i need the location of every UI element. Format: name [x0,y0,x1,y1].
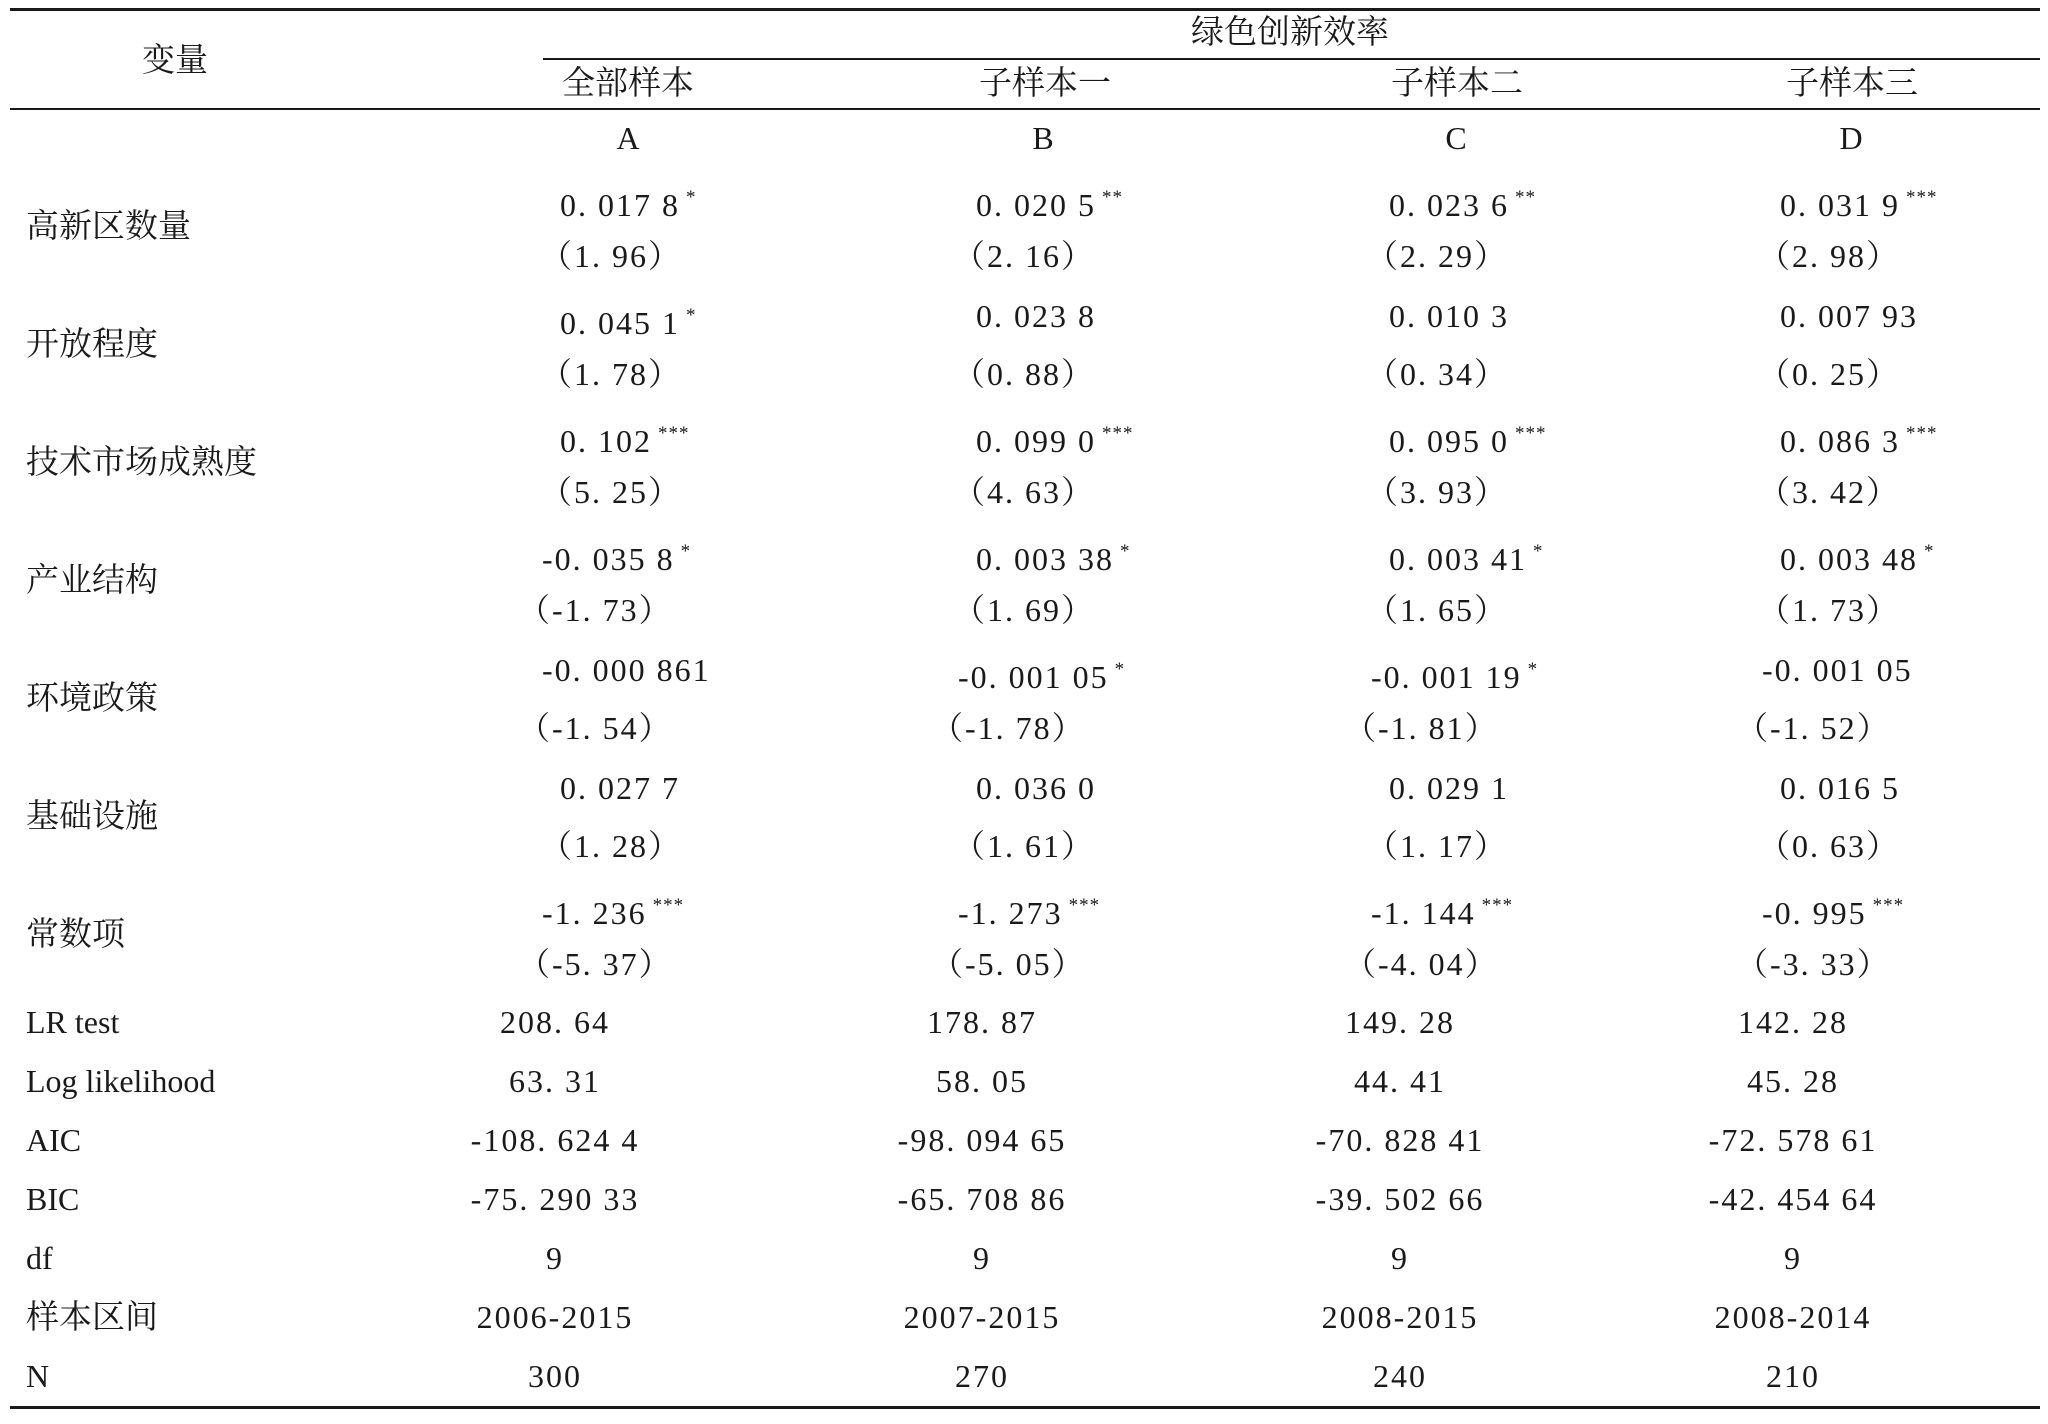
stat-label: N [26,1358,50,1394]
t-statistic: （-1. 73） [518,592,673,628]
coefficient-number: 0. 020 5 [976,187,1096,223]
t-statistic: （1. 61） [953,828,1096,864]
t-statistic: （0. 63） [1758,828,1901,864]
coefficient-number: 0. 095 0 [1389,423,1509,459]
stat-value: -98. 094 65 [897,1122,1067,1158]
coefficient-number: 0. 010 3 [1389,298,1509,334]
coefficient-value [542,650,711,690]
stat-value: 63. 31 [509,1063,601,1099]
stat-value: -39. 502 66 [1315,1181,1485,1217]
coefficient-value [1371,650,1538,697]
variable-label: 开放程度 [26,324,158,363]
bottom-rule [10,1406,2040,1409]
coefficient-number: 0. 023 8 [976,298,1096,334]
coefficient-value [976,296,1096,336]
coefficient-value [976,178,1123,225]
coefficient-number: -0. 035 8 [542,541,675,577]
stat-value: 2006-2015 [476,1299,634,1335]
coefficient-value [1780,296,1918,336]
t-statistic: （2. 29） [1366,238,1509,274]
stat-value: -72. 578 61 [1708,1122,1878,1158]
coefficient-number: -0. 000 861 [542,652,711,688]
stat-value: 2007-2015 [903,1299,1061,1335]
coefficient-number: 0. 045 1 [560,305,680,341]
t-statistic: （0. 34） [1366,356,1509,392]
coefficient-value [1371,886,1513,933]
variable-label: 基础设施 [26,796,158,835]
t-statistic: （0. 88） [953,356,1096,392]
coefficient-number: 0. 016 5 [1780,770,1900,806]
t-statistic: （5. 25） [540,474,683,510]
stat-value: -108. 624 4 [470,1122,640,1158]
stat-label: 样本区间 [26,1297,158,1336]
variable-label: 环境政策 [26,678,158,717]
column-letter-a: A [616,120,640,156]
coefficient-value [1762,886,1904,933]
t-statistic: （1. 17） [1366,828,1509,864]
t-statistic: （-1. 81） [1344,710,1499,746]
t-statistic: （1. 73） [1758,592,1901,628]
coefficient-number: -1. 144 [1371,895,1476,931]
group-title: 绿色创新效率 [1191,12,1389,51]
stat-value: 9 [973,1240,991,1276]
stat-value: 9 [546,1240,564,1276]
coefficient-number: 0. 007 93 [1780,298,1918,334]
stat-value: -42. 454 64 [1708,1181,1878,1217]
stat-value: 9 [1391,1240,1409,1276]
significance-marker: * [1114,659,1126,680]
stat-value: 208. 64 [500,1004,610,1040]
column-header-sub2: 子样本二 [1391,63,1523,102]
stat-value: 45. 28 [1747,1063,1839,1099]
significance-marker: *** [1906,423,1938,444]
t-statistic: （1. 65） [1366,592,1509,628]
t-statistic: （-1. 54） [518,710,673,746]
header-bottom-rule [10,108,2040,110]
coefficient-value [560,178,697,225]
stat-value: -75. 290 33 [470,1181,640,1217]
column-letter-d: D [1839,120,1863,156]
coefficient-value [1389,296,1509,336]
t-statistic: （3. 42） [1758,474,1901,510]
variable-label: 技术市场成熟度 [26,442,257,481]
coefficient-number: 0. 003 41 [1389,541,1527,577]
coefficient-value [542,886,684,933]
coefficient-value [1389,532,1544,579]
coefficient-value [560,414,690,461]
group-rule [543,58,2040,60]
column-letter-c: C [1445,120,1467,156]
coefficient-value [1780,532,1935,579]
coefficient-number: 0. 099 0 [976,423,1096,459]
t-statistic: （1. 78） [540,356,683,392]
t-statistic: （-4. 04） [1344,946,1499,982]
significance-marker: *** [1068,895,1101,916]
t-statistic: （4. 63） [953,474,1096,510]
coefficient-number: -1. 236 [542,895,647,931]
coefficient-value [560,768,680,808]
coefficient-number: -0. 001 05 [1762,652,1913,688]
coefficient-value [542,532,691,579]
coefficient-number: 0. 029 1 [1389,770,1509,806]
coefficient-value [1762,650,1913,690]
significance-marker: *** [1872,895,1905,916]
column-header-sub1: 子样本一 [979,63,1111,102]
stat-label: BIC [26,1181,80,1217]
t-statistic: （1. 28） [540,828,683,864]
t-statistic: （1. 69） [953,592,1096,628]
t-statistic: （0. 25） [1758,356,1901,392]
significance-marker: *** [652,895,685,916]
stat-value: -65. 708 86 [897,1181,1067,1217]
stat-label: df [26,1240,53,1276]
stat-value: 2008-2014 [1714,1299,1872,1335]
stat-label: AIC [26,1122,82,1158]
significance-marker: ** [1515,187,1536,208]
significance-marker: * [1533,541,1544,562]
coefficient-number: 0. 036 0 [976,770,1096,806]
significance-marker: *** [658,423,690,444]
t-statistic: （3. 93） [1366,474,1509,510]
stat-value: 2008-2015 [1321,1299,1479,1335]
t-statistic: （-1. 52） [1736,710,1891,746]
t-statistic: （-3. 33） [1736,946,1891,982]
t-statistic: （-1. 78） [931,710,1086,746]
stat-value: 149. 28 [1345,1004,1455,1040]
coefficient-value [560,296,697,343]
stat-value: 9 [1784,1240,1802,1276]
stat-value: 44. 41 [1354,1063,1446,1099]
coefficient-number: 0. 003 48 [1780,541,1918,577]
coefficient-number: -1. 273 [958,895,1063,931]
column-letter-b: B [1032,120,1054,156]
significance-marker: * [686,305,697,326]
significance-marker: *** [1906,187,1938,208]
coefficient-number: 0. 023 6 [1389,187,1509,223]
significance-marker: *** [1515,423,1547,444]
coefficient-value [976,414,1134,461]
coefficient-number: 0. 027 7 [560,770,680,806]
t-statistic: （2. 16） [953,238,1096,274]
coefficient-value [1780,414,1938,461]
variable-label: 产业结构 [26,560,158,599]
stat-value: 58. 05 [936,1063,1028,1099]
significance-marker: * [1120,541,1131,562]
coefficient-value [1389,178,1536,225]
t-statistic: （-5. 05） [931,946,1086,982]
significance-marker: * [680,541,692,562]
column-header-all: 全部样本 [562,63,694,102]
significance-marker: * [1527,659,1539,680]
stat-value: 178. 87 [927,1004,1037,1040]
stat-value: 300 [528,1358,582,1394]
variable-label: 常数项 [26,914,125,953]
coefficient-number: 0. 003 38 [976,541,1114,577]
t-statistic: （2. 98） [1758,238,1901,274]
significance-marker: *** [1481,895,1514,916]
coefficient-value [1780,768,1900,808]
significance-marker: * [686,187,697,208]
coefficient-number: 0. 102 [560,423,652,459]
coefficient-number: 0. 086 3 [1780,423,1900,459]
coefficient-number: -0. 001 19 [1371,659,1522,695]
significance-marker: ** [1102,187,1123,208]
coefficient-number: 0. 017 8 [560,187,680,223]
stat-value: 270 [955,1358,1009,1394]
significance-marker: *** [1102,423,1134,444]
coefficient-value [976,532,1131,579]
top-rule [10,8,2040,11]
t-statistic: （1. 96） [540,238,683,274]
significance-marker: * [1924,541,1935,562]
stat-label: LR test [26,1004,120,1040]
coefficient-number: 0. 031 9 [1780,187,1900,223]
coefficient-value [958,650,1125,697]
stat-value: -70. 828 41 [1315,1122,1485,1158]
column-header-sub3: 子样本三 [1786,63,1918,102]
variable-header: 变量 [142,40,208,79]
coefficient-value [976,768,1096,808]
stat-value: 142. 28 [1738,1004,1848,1040]
coefficient-value [958,886,1100,933]
coefficient-number: -0. 001 05 [958,659,1109,695]
stat-value: 240 [1373,1358,1427,1394]
coefficient-number: -0. 995 [1762,895,1867,931]
coefficient-value [1780,178,1938,225]
coefficient-value [1389,768,1509,808]
coefficient-value [1389,414,1547,461]
stat-value: 210 [1766,1358,1820,1394]
stat-label: Log likelihood [26,1063,216,1099]
variable-label: 高新区数量 [26,206,191,245]
t-statistic: （-5. 37） [518,946,673,982]
